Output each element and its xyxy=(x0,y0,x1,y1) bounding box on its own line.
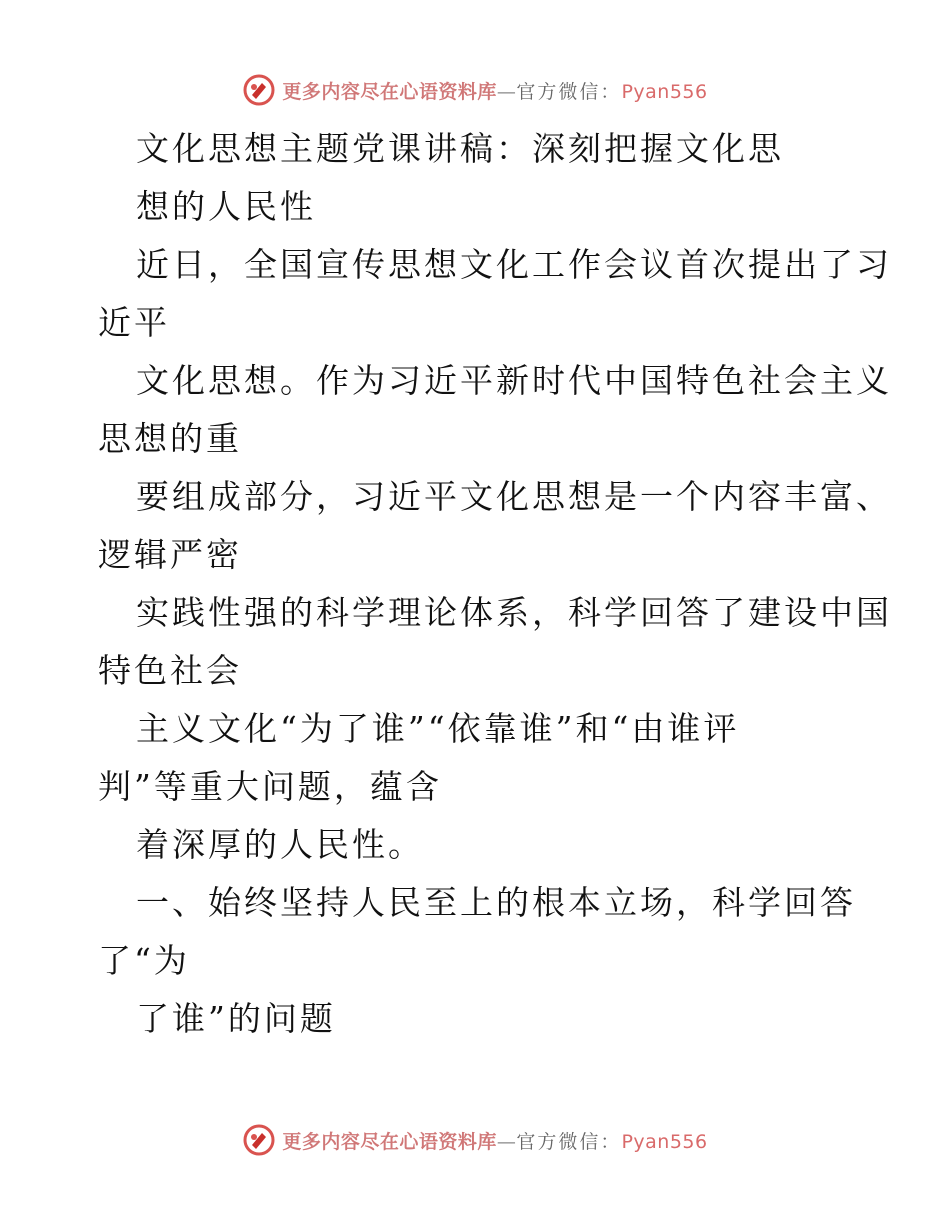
doc-line: 着深厚的人民性。 xyxy=(136,825,424,864)
doc-line: 一、始终坚持人民至上的根本立场，科学回答 xyxy=(136,883,856,922)
doc-line: 文化思想。作为习近平新时代中国特色社会主义 xyxy=(136,361,892,400)
doc-line: 判”等重大问题，蕴含 xyxy=(98,767,442,806)
watermark-separator: — xyxy=(496,1130,517,1153)
watermark-footer xyxy=(0,1120,950,1160)
logo-icon xyxy=(242,1123,276,1157)
doc-line: 了“为 xyxy=(98,941,190,980)
doc-line: 要组成部分，习近平文化思想是一个内容丰富、 xyxy=(136,477,892,516)
doc-line: 特色社会 xyxy=(98,651,242,690)
watermark-id: Pyan556 xyxy=(621,1130,708,1153)
watermark-separator: — xyxy=(496,80,517,103)
doc-line: 想的人民性 xyxy=(136,187,316,226)
watermark-official: 官方微信： xyxy=(516,1130,622,1153)
doc-line: 主义文化“为了谁”“依靠谁”和“由谁评 xyxy=(136,709,740,748)
doc-line: 实践性强的科学理论体系，科学回答了建设中国 xyxy=(136,593,892,632)
logo-icon xyxy=(242,73,276,107)
doc-line: 文化思想主题党课讲稿：深刻把握文化思 xyxy=(136,129,784,168)
watermark-main: 更多内容尽在心语资料库 xyxy=(282,80,497,103)
doc-line: 思想的重 xyxy=(98,419,242,458)
watermark-main: 更多内容尽在心语资料库 xyxy=(282,1130,497,1153)
doc-line: 近日，全国宣传思想文化工作会议首次提出了习 xyxy=(136,245,892,284)
doc-line: 逻辑严密 xyxy=(98,535,242,574)
doc-line: 了谁”的问题 xyxy=(136,999,336,1038)
watermark-text xyxy=(282,77,707,104)
watermark-text xyxy=(282,1127,707,1154)
doc-line: 近平 xyxy=(98,303,170,342)
watermark-header xyxy=(0,70,950,110)
watermark-id: Pyan556 xyxy=(621,80,708,103)
watermark-official: 官方微信： xyxy=(516,80,622,103)
